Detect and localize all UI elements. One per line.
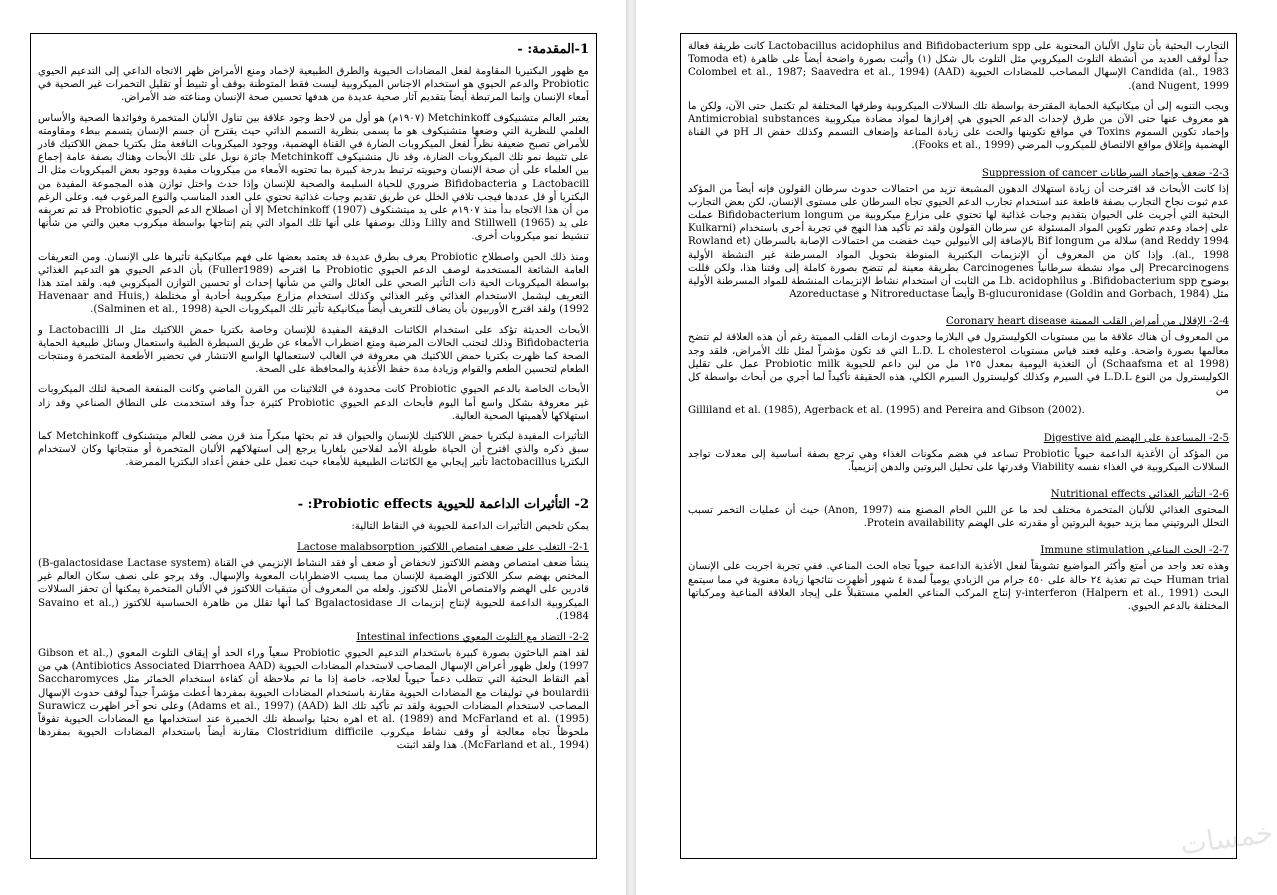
section-2-heading: 2- التأثيرات الداعمة للحيوية Probiotic effects: -	[297, 496, 589, 512]
page-gutter	[626, 0, 636, 895]
paragraph: إذا كانت الأبحاث قد اقترحت أن زيادة استهلاك الدهون المشبعة تزيد من احتمالات حدوث سرطان القولون فإنه أيضاً من المؤكد عدم ثبوت نجاح التجارب بصفة قاطعة عند استخدام تجارب الدعم الحيوي تجاه السرطان على مستوى الإنسان، لكن بعض التجارب البحثية التي أجريت على الحيوان بتقديم وجبات غذائية لها تحتوي على مزارع ميكروبية من Bifidobacterium longum عملت على إخماد وعدم تطور تكوين المواد المسئولة عن سرطان القولون ولقد تم تأكيد هذا النهج في تجربة أخرى باستخدام (Kulkarni and Reddy 1994) سلالة من Bif longum بالإضافة إلى الأنيولين حيث خفضت من احتمالات الإصابة بالسرطان (Rowland et al., 1998). وإذا كان من المعروف أن الإنزيمات البكتيرية المنوطة بتحويل المواد المسرطنة غير النشطة الأولية Precarcinogens إلى مواد نشطة سرطانياً Carcinogenes بطريقة معينة لم تتضح بصورة كاملة إلى وقتنا هذا، ولكن قللت بوضوح Bifidobacterium spp. و Lb. acidophilus من الثابت أن استخدام نشاط الإنزيمات المنشطة للمواد المسرطنة الأولية مثل B-glucuronidase (Goldin and Gorbach, 1984) وأيضاً Nitroreductase و Azoreductase	[688, 183, 1230, 301]
watermark: خمسات	[1178, 815, 1276, 862]
paragraph: مع ظهور البكتيريا المقاومة لفعل المضادات الحيوية والطرق الطبيعية لإخماد ومنع الأمراض ظهر الاتجاه الداعي إلى التدعيم الحيوي Probiotic والدعم الحيوي هو استخدام الاجناس الميكروبية ليست فقط المتوطنة بوقف أو تثبيط أو تقليل التخمرات غير الصحية في أمعاء الإنسان وإنما المرتبطة أيضاً بتقديم آثار صحية عديدة من هدفها تحسين صحة الإنسان ومناعته ضد الأمراض.	[38, 66, 589, 104]
paragraph: ويجب التنويه إلى أن ميكانيكية الحماية المقترحة بواسطة تلك السلالات الميكروبية وطرقها المختلفة لم تكتمل حتى الآن، ولكن ما هو معروف عنها حتى الآن من طرق لإحداث الدعم الحيوي هي إفرازها لمواد مضادة ميكروبية Antimicrobial substances وإخماد تكوين السموم Toxins في مواقع تكوينها والحث على زيادة المناعة وإضعاف التسمم وكذلك خفض الـ pH في القناة الهضمية وإغلاق مواقع الالتصاق للميكروب المرضي (Fooks et al., 1999).	[688, 100, 1229, 152]
section-1-heading: 1-المقدمة: -	[517, 42, 589, 57]
left-page-frame	[30, 33, 597, 859]
subsection-title: 2-6- التأثير الغذائي Nutritional effects	[1050, 489, 1229, 501]
subsection-title: 2-4- الإقلال من أمراض القلب المميتة Coronary heart disease	[946, 316, 1229, 328]
paragraph: الأبحاث الخاصة بالدعم الحيوي Probiotic كانت محدودة في الثلاثينات من القرن الماضي وكانت المنفعة الصحية لتلك الميكروبات غير معروفة بشكل واسع أما اليوم فأبحاث الدعم الحيوي Probiotic كثيرة جداً وقد استخدمت على النطاق الصناعي وقد زاد استهلاكها لأهميتها الصحية العالية.	[38, 384, 589, 422]
subsection-title: 2-3- ضعف وإخماد السرطانات Suppression of cancer	[981, 167, 1229, 179]
paragraph: التأثيرات المفيدة لبكتريا حمض اللاكتيك للإنسان والحيوان قد تم بحثها مبكراً منذ قرن مضى للعالم ميتشنكوف Metchinkoff كما سبق ذكره والذي اقترح أن الحياة طويلة الأمد لفلاحين بلغاريا يرجع إلى استهلاكهم الألبان المتخمرة أو منتجاتها وكان لاستخدام البكتريا lactobacillus تأثير إيجابي مع الكائنات الطبيعية للأمعاء حيث تعمل على خفض أعداد البكتريا الممرضة.	[38, 431, 589, 469]
subsection-title: 2-1- التغلب على ضعف امتصاص اللاكتوز Lactose malabsorption	[296, 541, 589, 553]
paragraph: يعتبر العالم متشنيكوف Metchinkoff (١٩٠٧م) هو أول من لاحظ وجود علاقة بين تناول الألبان المتخمرة وفوائدها الصحية والأساس العلمي للنظرية التي وضعها متشنيكوف هو ما يسمى بنظرية التسمم الذاتي حيث يقترح أن جسم الإنسان يتسمم ببطء ومقاومته للأمراض تصبح ضعيفة نظراً لفعل الميكروبات الضارة في القناة الهضمية، ووجود الميكروبات النافعة مثل بكتريا حمض اللاكتيك قادر على تثبيط نمو تلك الميكروبات الضارة، وقد نال متشنيكوف Metchinkoff جائزة نوبل على تلك الأبحاث وهناك بصفة عامة إجماع بين العلماء على أن صحة الإنسان وحيويته ترتبط بدرجة كبيرة بما تحتويه الأمعاء من ميكروبات مفيدة ووجود بعض الميكروبات مثل الـ Lactobacill و Bifidobacteria ضروري للحياة السليمة والصحية للإنسان وإذا حدث واختل توازن هذه المجموعة المفيدة من البكتريا أو قل عددها فيجب تلافي الخلل عن طريق تقديم وجبات غذائية تحتوي على العدد المناسب والنوع المرغوب فيه. وعلى الرغم من أن هذا الاتجاه بدأ منذ ١٩٠٧م على يد ميتشنكوف Metchinkoff (1907) إلا أن اصطلاح الدعم الحيوي Probiotic قد تم تعريفه على يد Lilly and Stillwell (1965) وذلك بوصفها على أنها تلك المواد التي يتم إنتاجها بواسطة ميكروب معين والتي من شأنها تنشيط نمو ميكروبات أخرى.	[38, 112, 590, 243]
paragraph: وهذه تعد واحد من أمتع وأكثر المواضيع تشويقاً لفعل الأغذية الداعمة حيوياً تجاه الحث المناعي. ففي تجربة اجريت على الإنسان Human trial حيث تم تغذية ٢٤ حالة على ٤٥٠ جرام من الزبادي يومياً لمدة ٤ شهور أظهرت نتائجها زيادة معنوية في مما سيتمع البحث y-interferon (Halpern et al., 1991) إنتاج المركب المناعي العلمي مستقبلاً على إيجاد العلاقة المناعية ومركباتها المختلفة بالدعم الحيوي.	[688, 561, 1230, 613]
right-page-frame	[680, 33, 1237, 859]
subsection-title: 2-7- الحث المناعي Immune stimulation	[1040, 545, 1229, 557]
paragraph: ومنذ ذلك الحين واصطلاح Probiotic يعرف بطرق عديدة قد يعتمد بعضها على فهم ميكانيكية تأثيرها على الإنسان. ومن التعريفات العامة الشائعة المستخدمة لوصف الدعم الحيوي Probiotic ما اقترحه (Fuller1989) بأن الدعم الحيوي هو التدعيم الغذائي بواسطة الميكروبات الحية ذات التأثير الصحي على العائل والتي من شأنها إحداث أو تحسين التوازن الميكروبي فيه. ولقد امتد هذا التعريف ليشمل الاستخدام الغذائي وغير الغذائي وكذلك استخدام مزارع ميكروبية أحادية أو مختلطة (Havenaar and Huis, 1992) ولقد اقترح الأوربيون بأن يضاف للتعريف أيضاً ميكانيكية تأثير تلك الميكروبات الحية (Salminen et al., 1998).	[38, 251, 590, 316]
spacer	[38, 477, 589, 495]
paragraph: من المعروف أن هناك علاقة ما بين مستويات الكوليسترول في البلازما وحدوث ازمات القلب المميتة رغم أن هذه العلاقة لم تتضح معالمها بصورة واضحة. وعليه فعند قياس مستويات L.D. L cholesterol التي قد تكون مؤشراً لمثل تلك الأمراض، فلقد وجد (Schaafsma et al 1998) أن التغذية اليومية بمعدل ١٢٥ مل من لبن داعم للحيوية Probiotic milk عمل على تقليل الكوليسترول من النوع L.D.L في السيرم وكذلك كوليسترول السيرم الكلي، هذه الحقيقة تأكيداً لما أجري من أبحاث بواسطة كل من	[688, 332, 1230, 397]
subsection-title: 2-5- المساعدة على الهضم Digestive aid	[1043, 432, 1229, 444]
paragraph: لقد اهتم الباحثون بصورة كبيرة باستخدام التدعيم الحيوي Probiotic سعياً وراء الحد أو إيقاف التلوث المعوي (Gibson et al., 1997) ولعل ظهور أعراض الإسهال المصاحب لاستخدام المضادات الحيوية (Antibiotics Associated Diarrhoea AAD) هي من أهم النقاط البحثية التي تتطلب دعماً حيوياً لعلاجه، خاصة إذا ما تم ملاحظة أن كفاءة استخدام الخمائر مثل Saccharomyces boulardii في توليفات مع المضادات الحيوية مقارنة باستخدام المضادات الحيوية بمفردها أعطت مؤشراً جيداً لوقف حدوث الإسهال المصاحب لاستخدام المضادات الحيوية ولقد تم تأكيد تلك الظ (AAD) (Adams et al., 1997) وعلى نحو آخر اظهرت Surawicz et al. (1989) and McFarland et al. (1995) اهره بحثيا بواسطة تلك الخميرة عند استخدامها مع المضادات الحيوية تفوقاً ملحوظاً تجاه معالجة أو وقف نشاط ميكروب Clostridium difficile مقارنة أيضاً باستخدام المضادات الحيوية بمفردها (McFarland et al., 1994). هذا ولقد اثبتت	[38, 647, 590, 752]
subsection-title: 2-2- التضاد مع التلوث المعوي Intestinal infections	[356, 631, 589, 643]
paragraph: المحتوى الغذائي للألبان المتخمرة مختلف لحد ما عن اللبن الخام المصنع منه (Anon, 1997) حيث أن عمليات التخمر تسبب التحلل البروتيني مما يزيد حيوية البروتين أو مقدرته على الهضم Protein availability.	[688, 505, 1229, 530]
paragraph: من المؤكد أن الأغذية الداعمة حيوياً Probiotic تساعد في هضم مكونات الغذاء وهي ترجع بصفة أساسية إلى معدلات تواجد السلالات الميكروبية في الغذاء نفسه Viability وقدرتها على تحليل البروتين والدهن إنزيمياً.	[688, 448, 1229, 473]
left-page	[0, 0, 626, 895]
right-page	[636, 0, 1277, 895]
paragraph: الأبحاث الحديثة تؤكد على استخدام الكائنات الدقيقة المفيدة للإنسان وخاصة بكتريا حمض اللاكتيك مثل الـ Lactobacilli و Bifidobacteria وذلك لتجنب الحالات المرضية ومنع اضطراب الأمعاء عن طريق السيطرة الطبية واستعمال وسائل طبيعية الحماية الصحة كما ظهرت بكتريا حمض اللاكتيك هي معروفة في الغالب لاستعمالها الواسع الانتشار في تحضير الأطعمة المتخمرة ومنتجات الطعام لتحسين الطعم والقوام وزيادة مدة حفظ الأغذية والمحافظة على الصحة.	[38, 324, 589, 376]
paragraph: ينشأ ضعف امتصاص وهضم اللاكتوز لانخفاض أو ضعف أو فقد النشاط الإنزيمي في القناة (B-galactosidase Lactase system) المختص بهضم سكر اللاكتوز الهضمية للإنسان مما يسبب الاضطرابات المعوية والإسهال. وقد يرجو على نصف سكان العالم غير قادرين على الهضم والامتصاص الأمثل للاكتوز. ولعله من المعروف أن متبقيات اللاكتوز في الألبان المتخمرة يمكنها أن تحفز السلالات الميكروبية الداعمة للحيوية لإنتاج إنزيمات الـ Bgalactosidase كما أنها تقلل من ظاهرة الحساسية للاكتوز (Savaino et al., 1984).	[38, 557, 589, 622]
reference-line: Gilliland et al. (1985), Agerback et al. (1995) and Pereira and Gibson (2002).	[688, 405, 1085, 417]
paragraph: التجارب البحثية بأن تناول الألبان المحتوية على Lactobacillus acidophilus and Bifidobacterium spp كانت طريقة فعالة جداً لوقف العديد من أنشطة التلوث الميكروبي مثل التلوث بال شكل (١) وأثبت بصورة واضحة أيضاً على ظاهرة (Tomoda et al., 1983) Candida الإسهال المصاحب للمضادات الحيوية (AAD) (Colombel et al., 1987; Saavedra et al., 1994 and Nugent, 1999).	[688, 41, 1230, 92]
paragraph: يمكن تلخيص التأثيرات الداعمة للحيوية في النقاط التالية:	[351, 520, 589, 532]
